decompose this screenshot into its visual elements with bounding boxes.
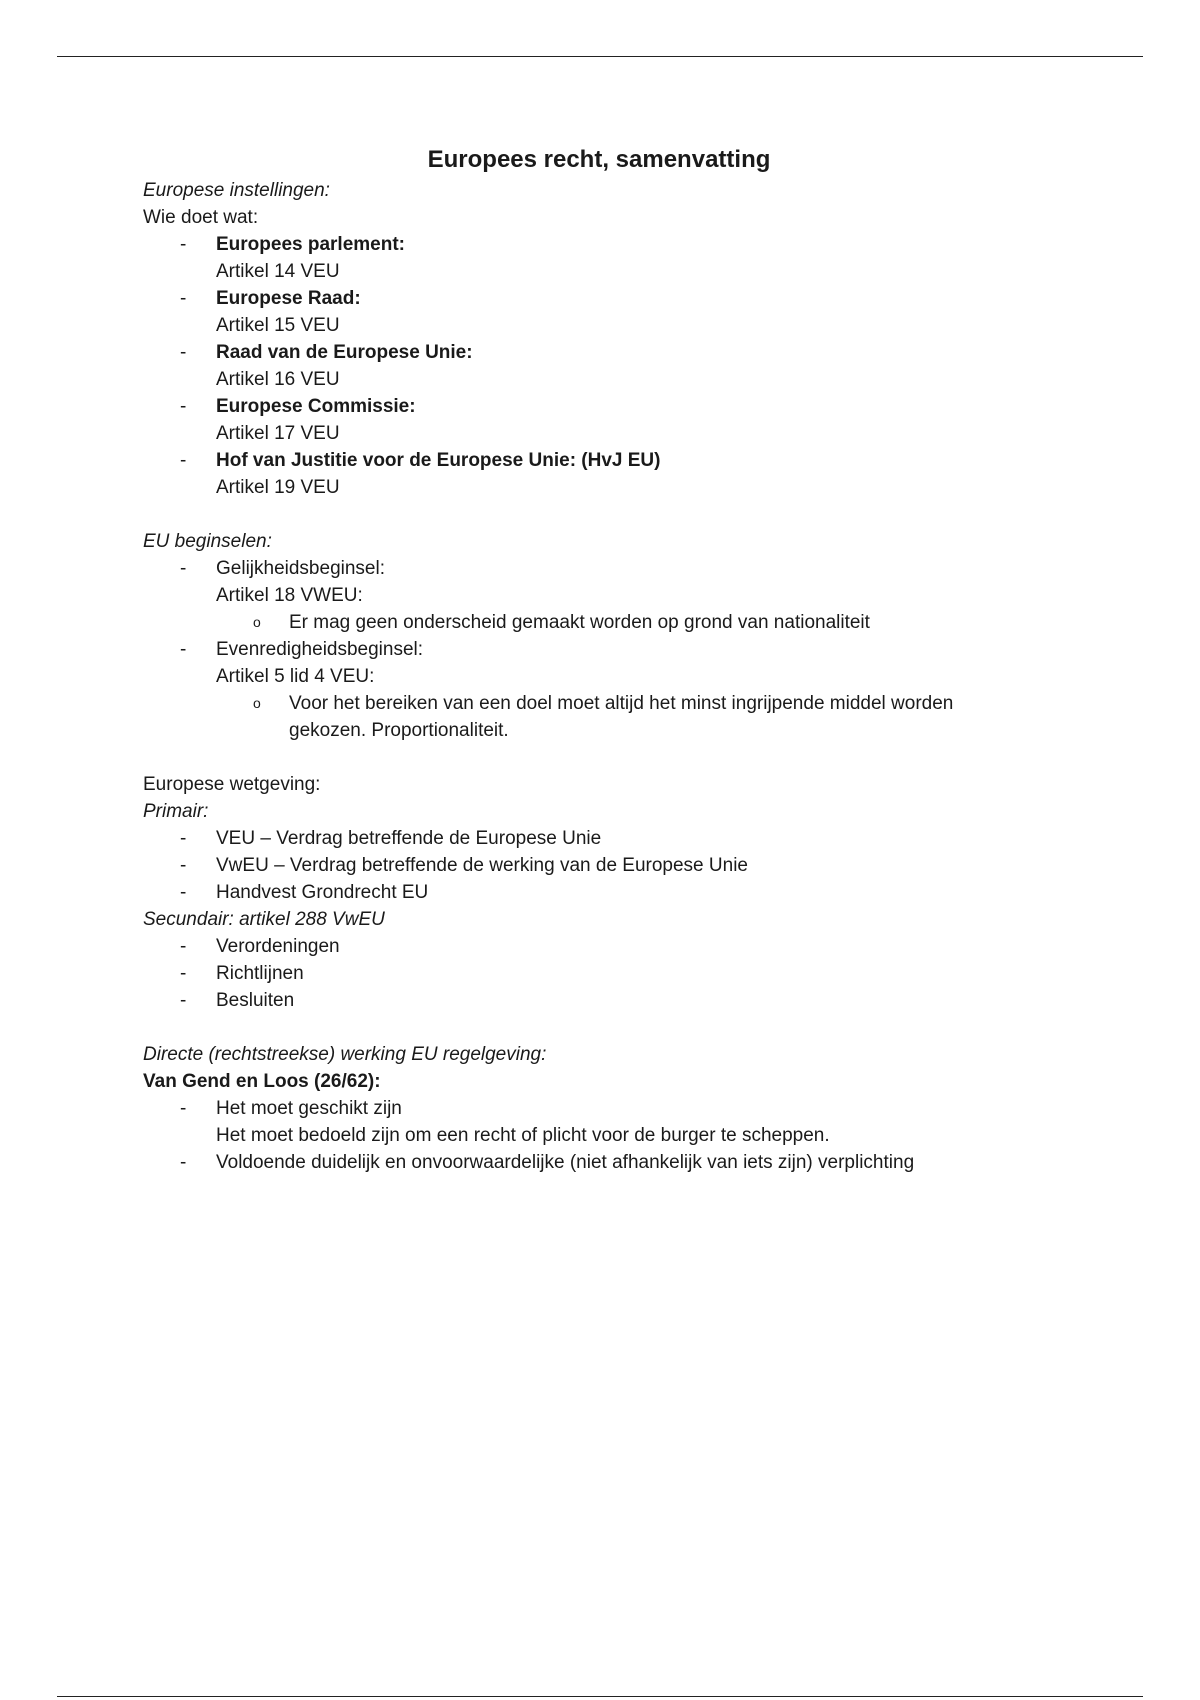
page-title: Europees recht, samenvatting — [427, 146, 771, 173]
section-heading-instellingen: Europese instellingen: — [143, 180, 330, 201]
list-item: - Evenredigheidsbeginsel: — [143, 636, 1063, 663]
list-item: - Raad van de Europese Unie: — [143, 339, 1063, 366]
list-item: - Handvest Grondrecht EU — [143, 879, 1063, 906]
list-item: - Europese Raad: — [143, 285, 1063, 312]
dash-bullet: - — [180, 963, 187, 984]
dash-bullet: - — [180, 882, 187, 903]
list-item-continuation: Het moet bedoeld zijn om een recht of plicht voor de burger te scheppen. — [216, 1125, 830, 1146]
secundair-heading: Secundair: artikel 288 VwEU — [143, 909, 385, 930]
list-item: - Europese Commissie: — [143, 393, 1063, 420]
list-item: - Het moet geschikt zijn — [143, 1095, 1063, 1122]
section-heading-beginselen: EU beginselen: — [143, 531, 272, 552]
list-item: - Voldoende duidelijk en onvoorwaardelijke (niet afhankelijk van iets zijn) verplichting — [143, 1149, 1063, 1176]
sub-list-continuation: gekozen. Proportionaliteit. — [289, 720, 509, 741]
list-item: - VwEU – Verdrag betreffende de werking van de Europese Unie — [143, 852, 1063, 879]
list-item: - Richtlijnen — [143, 960, 1063, 987]
dash-bullet: - — [180, 990, 187, 1011]
article-ref: Artikel 16 VEU — [216, 369, 340, 390]
section-heading-werking: Directe (rechtstreekse) werking EU regelgeving: — [143, 1044, 547, 1065]
article-ref: Artikel 15 VEU — [216, 315, 340, 336]
dash-bullet: - — [180, 936, 187, 957]
dash-bullet: - — [180, 396, 187, 417]
instellingen-intro: Wie doet wat: — [143, 207, 259, 228]
list-item: - Gelijkheidsbeginsel: — [143, 555, 1063, 582]
list-item: - Europees parlement: — [143, 231, 1063, 258]
dash-bullet: - — [180, 855, 187, 876]
circle-bullet: o — [253, 614, 261, 630]
dash-bullet: - — [180, 1098, 187, 1119]
dash-bullet: - — [180, 1152, 187, 1173]
dash-bullet: - — [180, 828, 187, 849]
list-item: - Hof van Justitie voor de Europese Unie: (HvJ EU) — [143, 447, 1063, 474]
article-ref: Artikel 17 VEU — [216, 423, 340, 444]
dash-bullet: - — [180, 639, 187, 660]
section-heading-wetgeving: Europese wetgeving: — [143, 774, 321, 795]
article-ref: Artikel 14 VEU — [216, 261, 340, 282]
circle-bullet: o — [253, 695, 261, 711]
dash-bullet: - — [180, 558, 187, 579]
dash-bullet: - — [180, 342, 187, 363]
article-ref: Artikel 18 VWEU: — [216, 585, 363, 606]
dash-bullet: - — [180, 450, 187, 471]
dash-bullet: - — [180, 234, 187, 255]
sub-list-item: o Voor het bereiken van een doel moet altijd het minst ingrijpende middel worden — [143, 690, 1063, 717]
case-title: Van Gend en Loos (26/62): — [143, 1071, 381, 1092]
document-body — [143, 143, 1063, 1176]
footer-rule — [57, 1696, 1143, 1697]
article-ref: Artikel 19 VEU — [216, 477, 340, 498]
primair-heading: Primair: — [143, 801, 209, 822]
list-item: - VEU – Verdrag betreffende de Europese Unie — [143, 825, 1063, 852]
list-item: - Verordeningen — [143, 933, 1063, 960]
list-item: - Besluiten — [143, 987, 1063, 1014]
sub-list-item: o Er mag geen onderscheid gemaakt worden op grond van nationaliteit — [143, 609, 1063, 636]
article-ref: Artikel 5 lid 4 VEU: — [216, 666, 375, 687]
header-rule — [57, 56, 1143, 57]
dash-bullet: - — [180, 288, 187, 309]
